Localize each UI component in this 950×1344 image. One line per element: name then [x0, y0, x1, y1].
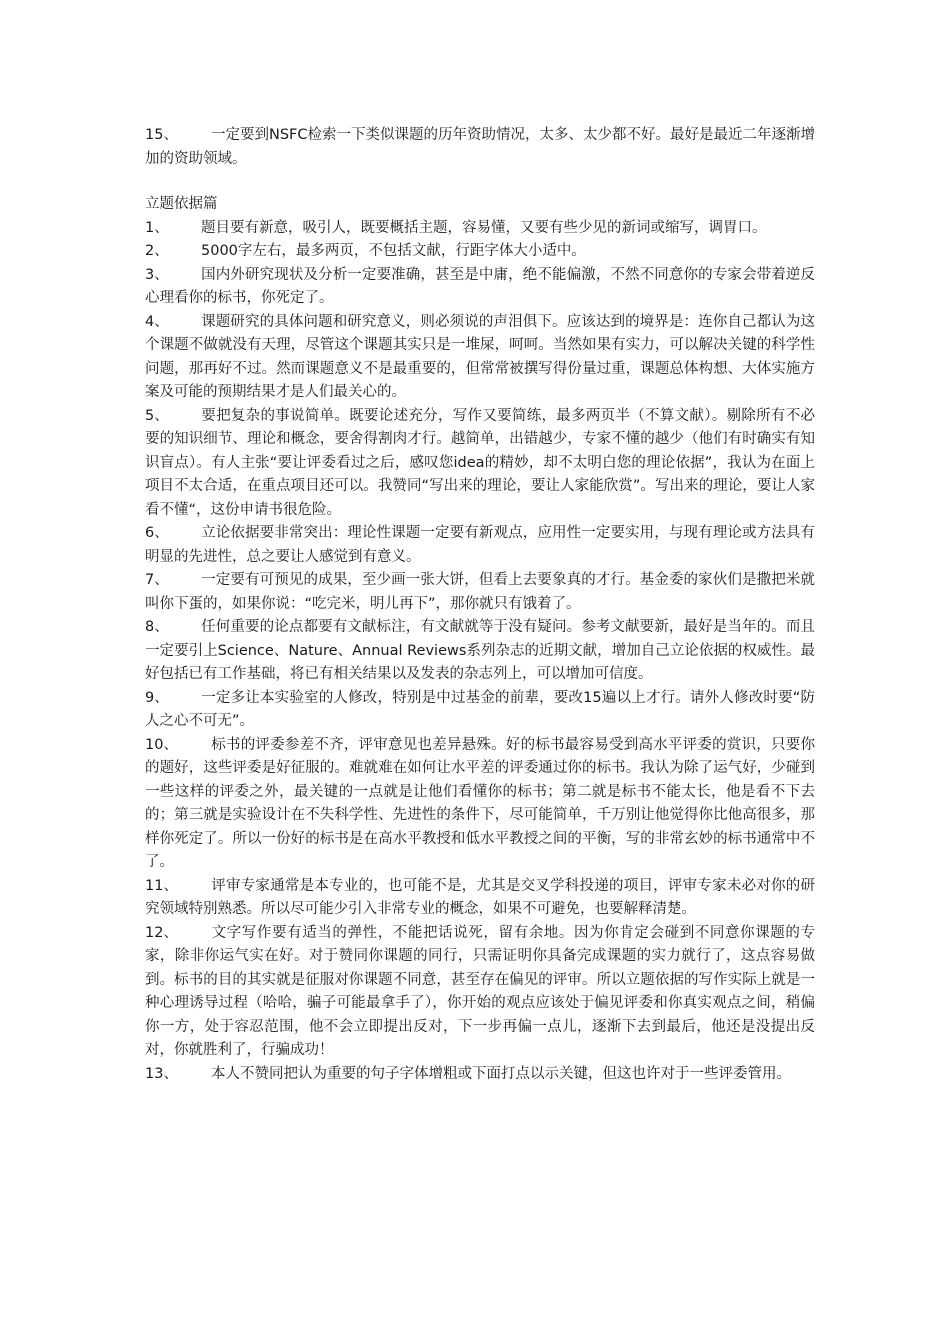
list-item	[145, 875, 815, 922]
item-number: 9、	[145, 689, 169, 706]
item-number: 8、	[145, 619, 169, 635]
list-item	[145, 240, 815, 264]
item-number: 13、	[145, 1065, 178, 1082]
list-item	[145, 264, 815, 311]
list-item	[145, 1063, 815, 1087]
item-text: 标书的评委参差不齐，评审意见也差异悬殊。好的标书最容易受到高水平评委的赏识，只要你的题好，这些评委是好征服的。难就难在如何让水平差的评委通过你的标书。我认为除了运气好，少碰到一些这样的评委之外，最关键的一点就是让他们看懂你的标书；第二就是标书不能太长，他是看不下去的；第三就是实验设计在不失科学性、先进性的条件下，尽可能简单，千万别让他觉得你比他高很多，那样你死定了。所以一份好的标书是在高水平教授和低水平教授之间的平衡，写的非常玄妙的标书通常中不了。	[145, 736, 815, 870]
list-item	[145, 217, 815, 241]
list-item	[145, 922, 815, 1063]
item-text: 立论依据要非常突出：理论性课题一定要有新观点，应用性一定要实用，与现有理论或方法具有明显的先进性，总之要让人感觉到有意义。	[145, 525, 815, 565]
intro-paragraph	[145, 124, 815, 171]
list-item	[145, 687, 815, 734]
item-number: 3、	[145, 266, 169, 283]
list-item	[145, 522, 815, 569]
list-item	[145, 616, 815, 687]
item-number: 15、	[145, 127, 178, 143]
item-number: 5、	[145, 407, 169, 424]
paragraph-gap	[145, 171, 815, 193]
item-text: 5000字左右，最多两页，不包括文献，行距字体大小适中。	[201, 243, 586, 259]
list-item	[145, 569, 815, 616]
item-text: 一定多让本实验室的人修改，特别是中过基金的前辈，要改15遍以上才行。请外人修改时要“防人之心不可无”。	[145, 689, 815, 729]
item-number: 7、	[145, 572, 169, 588]
item-text: 本人不赞同把认为重要的句子字体增粗或下面打点以示关键，但这也许对于一些评委管用。	[211, 1065, 791, 1082]
item-number: 12、	[145, 924, 178, 941]
section-title: 立题依据篇	[145, 196, 218, 212]
item-text: 题目要有新意，吸引人，既要概括主题，容易懂，又要有些少见的新词或缩写，调胃口。	[201, 219, 767, 236]
item-text: 一定要到NSFC检索一下类似课题的历年资助情况，太多、太少都不好。最好是最近二年逐渐增加的资助领域。	[145, 127, 816, 167]
document-body	[145, 124, 815, 1086]
list-item	[145, 734, 815, 875]
item-text: 评审专家通常是本专业的，也可能不是，尤其是交叉学科投递的项目，评审专家未必对你的研究领域特别熟悉。所以尽可能少引入非常专业的概念，如果不可避免，也要解释清楚。	[145, 877, 815, 917]
item-number: 1、	[145, 219, 169, 236]
item-number: 10、	[145, 736, 178, 753]
item-text: 国内外研究现状及分析一定要准确，甚至是中庸，绝不能偏激，不然不同意你的专家会带着逆反心理看你的标书，你死定了。	[145, 266, 815, 306]
item-text: 要把复杂的事说简单。既要论述充分，写作又要简练，最多两页半（不算文献）。剔除所有不必要的知识细节、理论和概念，要舍得割肉才行。越简单，出错越少，专家不懂的越少（他们有时确实有知识盲点）。有人主张“要让评委看过之后，感叹您idea的精妙，却不太明白您的理论依据”，我认为在面上项目不太合适，在重点项目还可以。我赞同“写出来的理论，要让人家能欣赏”。写出来的理论，要让人家看不懂“，这份申请书很危险。	[145, 407, 815, 518]
item-text: 课题研究的具体问题和研究意义，则必须说的声泪俱下。应该达到的境界是：连你自己都认为这个课题不做就没有天理，尽管这个课题其实只是一堆屎，呵呵。当然如果有实力，可以解决关键的科学性问题，那再好不过。然而课题意义不是最重要的，但常常被撰写得份量过重，课题总体构想、大体实施方案及可能的预期结果才是人们最关心的。	[145, 313, 815, 400]
item-number: 2、	[145, 243, 169, 259]
list-item	[145, 311, 815, 405]
item-text: 一定要有可预见的成果，至少画一张大饼，但看上去要象真的才行。基金委的家伙们是撒把米就叫你下蛋的，如果你说：“吃完米，明儿再下”，那你就只有饿着了。	[145, 572, 815, 612]
item-number: 11、	[145, 877, 178, 894]
item-number: 4、	[145, 313, 169, 330]
list-item	[145, 405, 815, 523]
item-number: 6、	[145, 525, 169, 541]
item-text: 文字写作要有适当的弹性，不能把话说死，留有余地。因为你肯定会碰到不同意你课题的专家，除非你运气实在好。对于赞同你课题的同行，只需证明你具备完成课题的实力就行了，这点容易做到。标书的目的其实就是征服对你课题不同意，甚至存在偏见的评审。所以立题依据的写作实际上就是一种心理诱导过程（哈哈，骗子可能最拿手了），你开始的观点应该处于偏见评委和你真实观点之间，稍偏你一方，处于容忍范围，他不会立即提出反对，下一步再偏一点儿，逐渐下去到最后，他还是没提出反对，你就胜利了，行骗成功！	[145, 924, 815, 1058]
item-text: 任何重要的论点都要有文献标注，有文献就等于没有疑问。参考文献要新，最好是当年的。而且一定要引上Science、Nature、Annual Reviews系列杂志的近期文献，增加自己立论依据的权威性。最好包括已有工作基础，将已有相关结果以及发表的杂志列上，可以增加可信度。	[145, 619, 815, 682]
